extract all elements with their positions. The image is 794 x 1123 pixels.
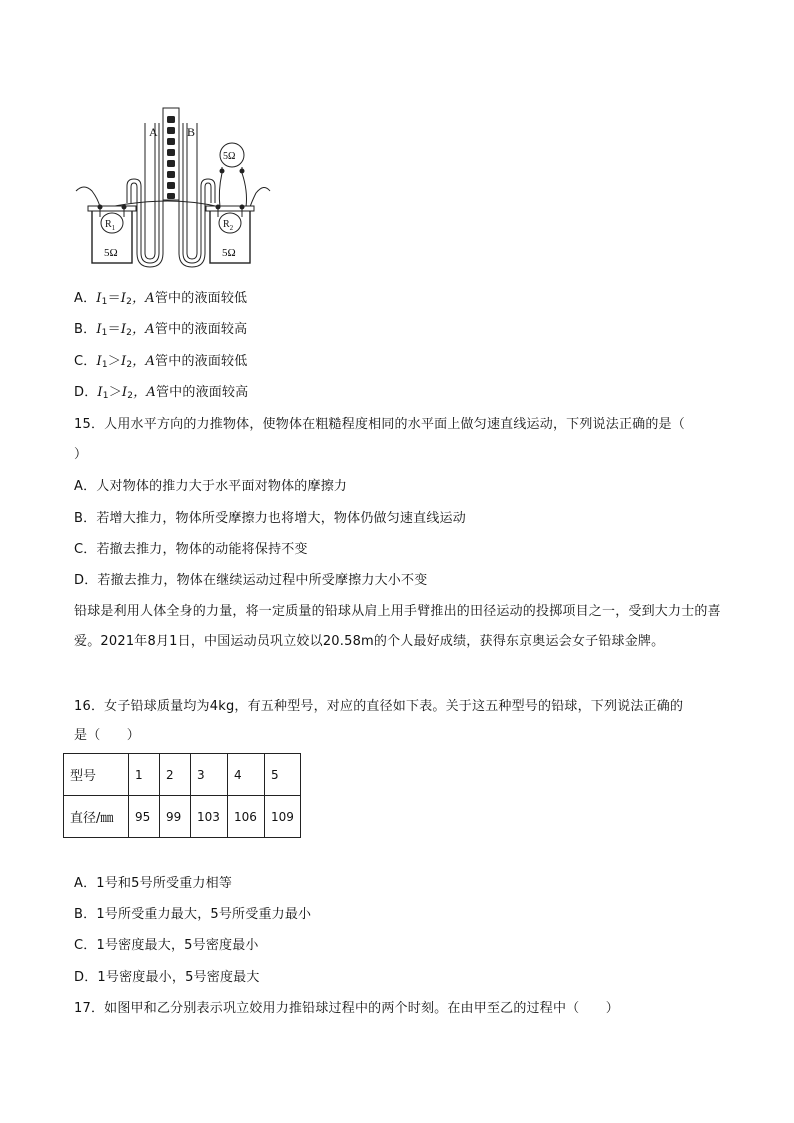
right-box-value: 5Ω — [222, 247, 236, 259]
table-cell: 99 — [160, 796, 191, 838]
container-right — [206, 205, 254, 264]
table-cell: 5 — [265, 754, 301, 796]
q14-option-c[interactable]: C．$I_1>I_2$，A管中的液面较低 — [74, 354, 248, 370]
table-header-diameter: 直径/㎜ — [64, 796, 129, 838]
q15-stem-line2: ） — [74, 447, 88, 462]
q15-option-b[interactable]: B．若增大推力，物体所受摩擦力也将增大，物体仍做匀速直线运动 — [74, 511, 466, 526]
table-cell: 1 — [129, 754, 160, 796]
lead-wire-right — [250, 187, 270, 207]
table-cell: 95 — [129, 796, 160, 838]
q15-option-d[interactable]: D．若撤去推力，物体在继续运动过程中所受摩擦力大小不变 — [74, 573, 428, 588]
q14-option-b[interactable]: B．$I_1=I_2$，A管中的液面较高 — [74, 322, 248, 338]
q14-option-d[interactable]: D．$I_1>I_2$，A管中的液面较高 — [74, 385, 249, 401]
q16-option-c[interactable]: C．1号密度最大，5号密度最小 — [74, 938, 259, 953]
table-cell: 109 — [265, 796, 301, 838]
q16-stem-line2: 是（ ） — [74, 728, 141, 743]
lead-wire-left — [76, 187, 100, 207]
q16-option-a[interactable]: A．1号和5号所受重力相等 — [74, 876, 233, 891]
shot-put-spec-table — [63, 753, 301, 838]
q16-option-b[interactable]: B．1号所受重力最大，5号所受重力最小 — [74, 907, 312, 922]
table-cell: 2 — [160, 754, 191, 796]
q17-stem: 17．如图甲和乙分别表示巩立姣用力推铅球过程中的两个时刻。在由甲至乙的过程中（ ） — [74, 1001, 619, 1016]
shot-put-passage: 铅球是利用人体全身的力量，将一定质量的铅球从肩上用手臂推出的田径运动的投掷项目之一，受到大力士的喜爱。2021年8月1日，中国运动员巩立姣以20.58m的个人最好成绩，获得东京奥运会女子铅球金牌。 — [74, 604, 721, 649]
joule-heating-apparatus-diagram — [70, 103, 280, 270]
q16-stem-line1: 16．女子铅球质量均为4kg，有五种型号，对应的直径如下表。关于这五种型号的铅球，下列说法正确的 — [74, 699, 684, 714]
tube-a-label: A — [149, 125, 158, 139]
table-row-diameter — [64, 796, 301, 838]
q14-option-a[interactable]: A．$I_1=I_2$，A管中的液面较低 — [74, 291, 248, 307]
container-left — [88, 205, 136, 264]
tube-b-label: B — [187, 125, 196, 139]
table-header-model: 型号 — [64, 754, 129, 796]
q15-option-a[interactable]: A．人对物体的推力大于水平面对物体的摩擦力 — [74, 479, 348, 494]
q16-option-d[interactable]: D．1号密度最小，5号密度最大 — [74, 970, 260, 985]
table-cell: 3 — [191, 754, 228, 796]
parallel-resistor-label: 5Ω — [223, 151, 236, 162]
table-cell: 4 — [228, 754, 265, 796]
q15-stem-line1: 15．人用水平方向的力推物体，使物体在粗糙程度相同的水平面上做匀速直线运动，下列说法正确的是（ — [74, 417, 685, 432]
table-cell: 103 — [191, 796, 228, 838]
table-cell: 106 — [228, 796, 265, 838]
r2-label: $R_2$ — [223, 219, 234, 232]
r1-label: $R_1$ — [105, 219, 116, 232]
left-box-value: 5Ω — [104, 247, 118, 259]
q15-option-c[interactable]: C．若撤去推力，物体的动能将保持不变 — [74, 542, 308, 557]
table-row-model — [64, 754, 301, 796]
